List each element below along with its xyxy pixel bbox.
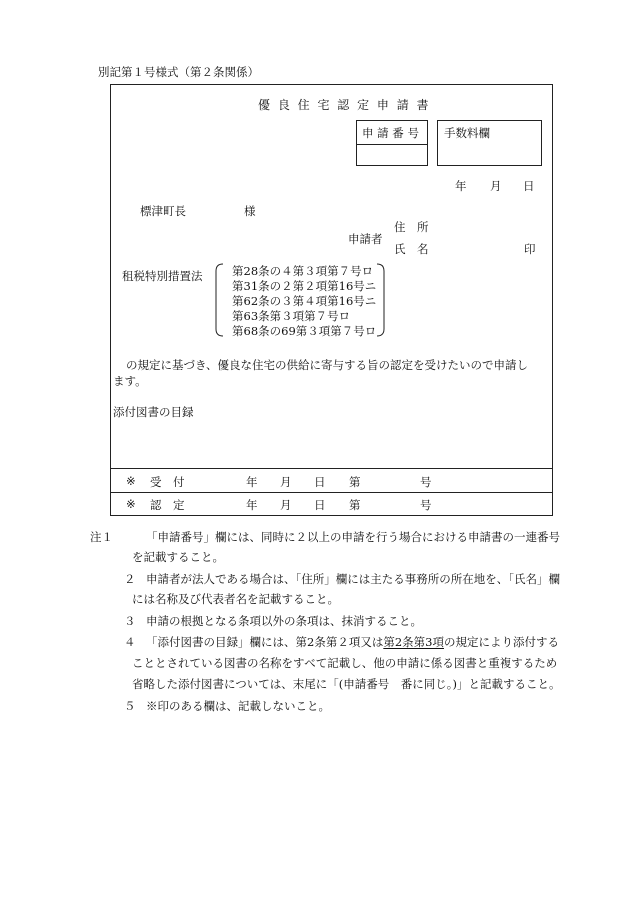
law-article-item[interactable]: 第62条の３第４項第16号ニ [232, 294, 377, 308]
law-article-item[interactable]: 第68条の69第３項第７号ロ [232, 324, 377, 338]
note-4-number: ４ [124, 635, 136, 649]
approval-day: 日 [314, 498, 326, 512]
note-4-underlined-article: 第2条第3項 [383, 635, 444, 649]
receipt-no-prefix: 第 [349, 475, 361, 489]
approval-no-suffix: 号 [420, 498, 432, 512]
date-day: 日 [523, 179, 535, 193]
receipt-day: 日 [314, 475, 326, 489]
fee-label: 手数料欄 [444, 126, 490, 140]
approval-year: 年 [246, 498, 258, 512]
date-year: 年 [455, 179, 467, 193]
receipt-label: 受 付 [150, 475, 185, 489]
right-brace-icon [376, 263, 386, 337]
attachments-label: 添付図書の目録 [113, 405, 194, 419]
note-4-line-1-start: 「添付図書の目録」欄には、第2条第２項又は [146, 635, 384, 649]
receipt-month: 月 [280, 475, 292, 489]
approval-month: 月 [280, 498, 292, 512]
approval-label: 認 定 [150, 498, 185, 512]
law-name: 租税特別措置法 [122, 269, 203, 283]
law-articles-list [232, 264, 376, 339]
receipt-mark: ※ [126, 474, 136, 488]
addressee-name: 標津町長 [140, 204, 186, 218]
date-month: 月 [490, 179, 502, 193]
note-5-line-1: ※印のある欄は、記載しないこと。 [146, 699, 330, 713]
note-4-line-1 [146, 634, 559, 650]
note-2-line-2: には名称及び代表者名を記載すること。 [132, 592, 339, 606]
law-article-item[interactable]: 第63条第３項第７号ロ [232, 309, 351, 323]
form-label: 別記第１号様式（第２条関係） [98, 65, 259, 79]
receipt-no-suffix: 号 [420, 475, 432, 489]
note-2-number: ２ [124, 572, 136, 586]
note-3-number: ３ [124, 614, 136, 628]
approval-no-prefix: 第 [349, 498, 361, 512]
note-3-line-1: 申請の根拠となる条項以外の条項は、抹消すること。 [146, 614, 422, 628]
note-4-line-3: 省略した添付図書については、末尾に「(申請番号 番に同じ。)」と記載すること。 [132, 677, 561, 691]
approval-row-divider [110, 492, 553, 493]
note-2-line-1: 申請者が法人である場合は、「住所」欄には主たる事務所の所在地を、「氏名」欄 [146, 572, 560, 586]
note-4-line-1-end: の規定により添付する [443, 635, 559, 649]
form-title: 優 良 住 宅 認 定 申 請 書 [258, 98, 431, 112]
name-label: 氏 名 [394, 242, 429, 256]
fee-box[interactable] [437, 120, 542, 166]
seal-mark: 印 [524, 242, 536, 256]
note-4-line-2: こととされている図書の名称をすべて記載し、他の申請に係る図書と重複するため [132, 656, 558, 670]
receipt-row-divider [110, 468, 553, 469]
applicant-label: 申請者 [348, 232, 383, 246]
law-article-item[interactable]: 第31条の２第２項第16号ニ [232, 279, 377, 293]
receipt-year: 年 [246, 475, 258, 489]
law-article-item[interactable]: 第28条の４第３項第７号ロ [232, 264, 374, 278]
note-5-number: ５ [124, 699, 136, 713]
address-label: 住 所 [394, 220, 429, 234]
statement-line-1: の規定に基づき、優良な住宅の供給に寄与する旨の認定を受けたいので申請し [126, 358, 529, 372]
attachments-field[interactable] [113, 420, 549, 464]
left-brace-icon [214, 263, 224, 337]
application-number-label: 申 請 番 号 [362, 126, 419, 140]
application-number-divider [357, 144, 427, 145]
approval-mark: ※ [126, 497, 136, 511]
addressee-honorific: 様 [244, 204, 256, 218]
statement-line-2: ます。 [113, 374, 147, 388]
application-number-box[interactable] [356, 120, 428, 166]
note-1-line-2: を記載すること。 [132, 550, 224, 564]
note-1-line-1: 「申請番号」欄には、同時に２以上の申請を行う場合における申請書の一連番号 [146, 530, 560, 544]
note-1-number: 注１ [90, 530, 113, 544]
